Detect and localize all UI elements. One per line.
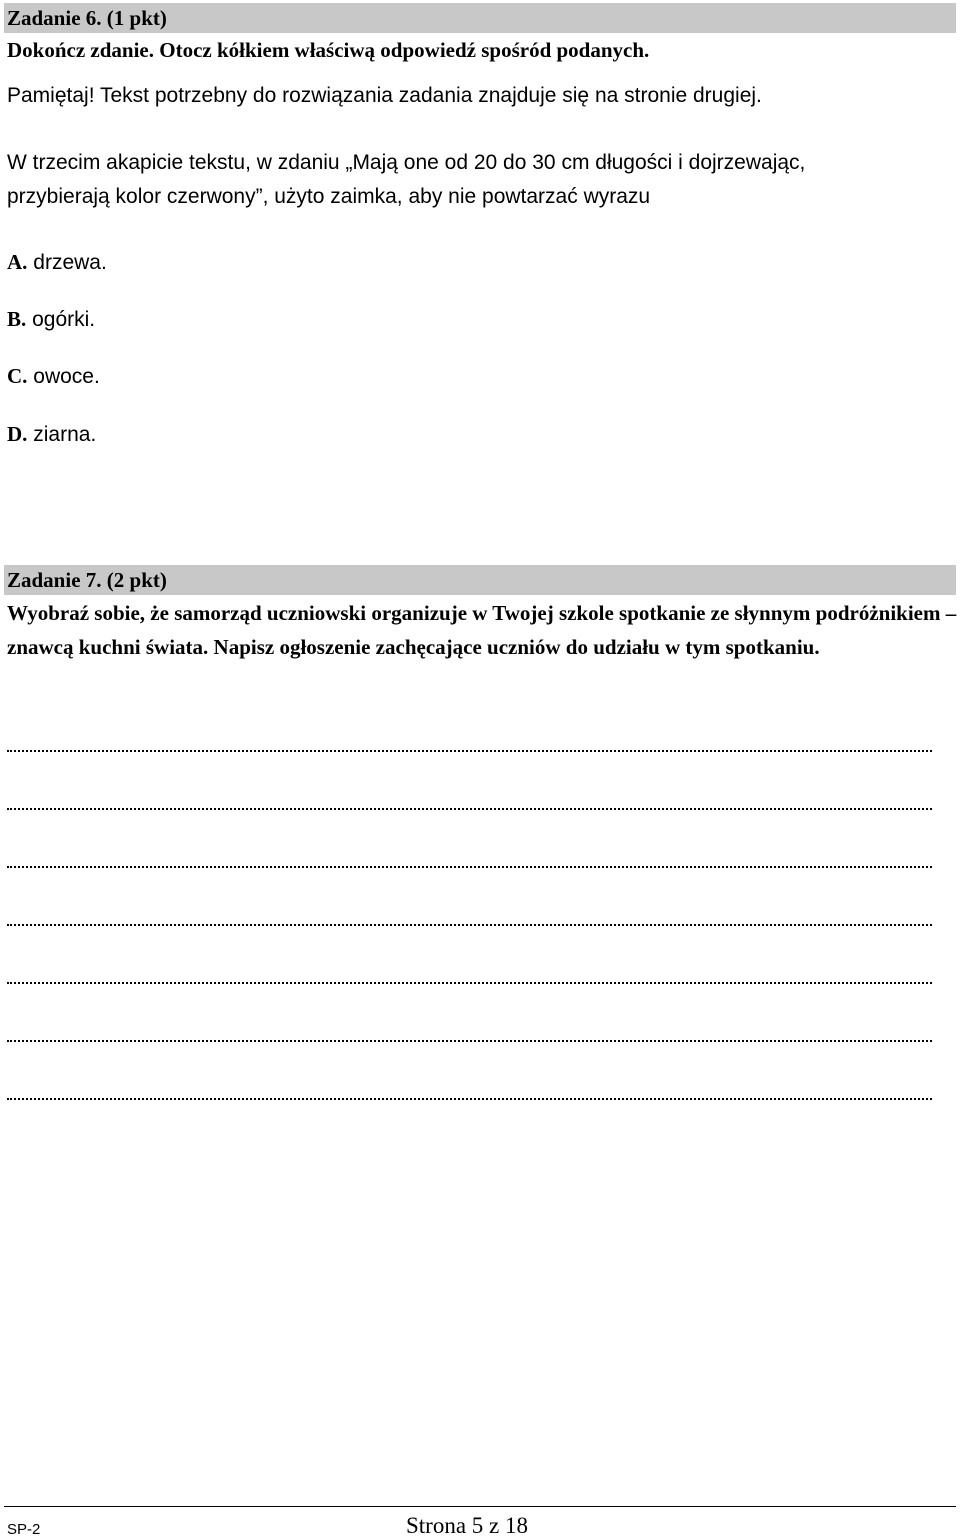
footer-rule — [4, 1506, 956, 1507]
answer-option-b[interactable] — [7, 307, 95, 332]
option-letter: A. — [7, 250, 28, 274]
answer-line[interactable] — [7, 980, 932, 984]
option-text: drzewa. — [33, 251, 107, 274]
option-text: owoce. — [33, 365, 100, 388]
answer-option-d[interactable] — [7, 422, 96, 447]
option-letter: B. — [7, 307, 27, 331]
answer-line[interactable] — [7, 1038, 932, 1042]
option-letter: C. — [7, 364, 28, 388]
task6-instruction: Dokończ zdanie. Otocz kółkiem właściwą odpowiedź spośród podanych. — [7, 38, 650, 62]
option-letter: D. — [7, 422, 28, 446]
answer-option-c[interactable] — [7, 364, 100, 389]
answer-line[interactable] — [7, 1096, 932, 1100]
task7-header: Zadanie 7. (2 pkt) — [7, 568, 167, 592]
option-text: ogórki. — [32, 308, 96, 331]
answer-line[interactable] — [7, 748, 932, 752]
answer-option-a[interactable] — [7, 250, 107, 275]
page-number: Strona 5 z 18 — [406, 1513, 529, 1538]
exam-code: SP-2 — [7, 1521, 41, 1538]
task6-reminder: Pamiętaj! Tekst potrzebny do rozwiązania zadania znajduje się na stronie drugiej. — [7, 84, 762, 107]
task6-question-line2: przybierają kolor czerwony”, użyto zaimka, aby nie powtarzać wyrazu — [7, 185, 651, 208]
task6-question-line1: W trzecim akapicie tekstu, w zdaniu „Mają one od 20 do 30 cm długości i dojrzewając, — [7, 151, 806, 174]
task6-header: Zadanie 6. (1 pkt) — [7, 6, 167, 30]
task7-prompt: Wyobraź sobie, że samorząd uczniowski organizuje w Twojej szkole spotkanie ze słynnym podróżnikiem – znawcą kuchni świata. Napisz ogłoszenie zachęcające uczniów do udziału w tym spotkaniu. — [7, 601, 957, 659]
answer-line[interactable] — [7, 806, 932, 810]
option-text: ziarna. — [33, 423, 97, 446]
answer-line[interactable] — [7, 922, 932, 926]
answer-line[interactable] — [7, 864, 932, 868]
